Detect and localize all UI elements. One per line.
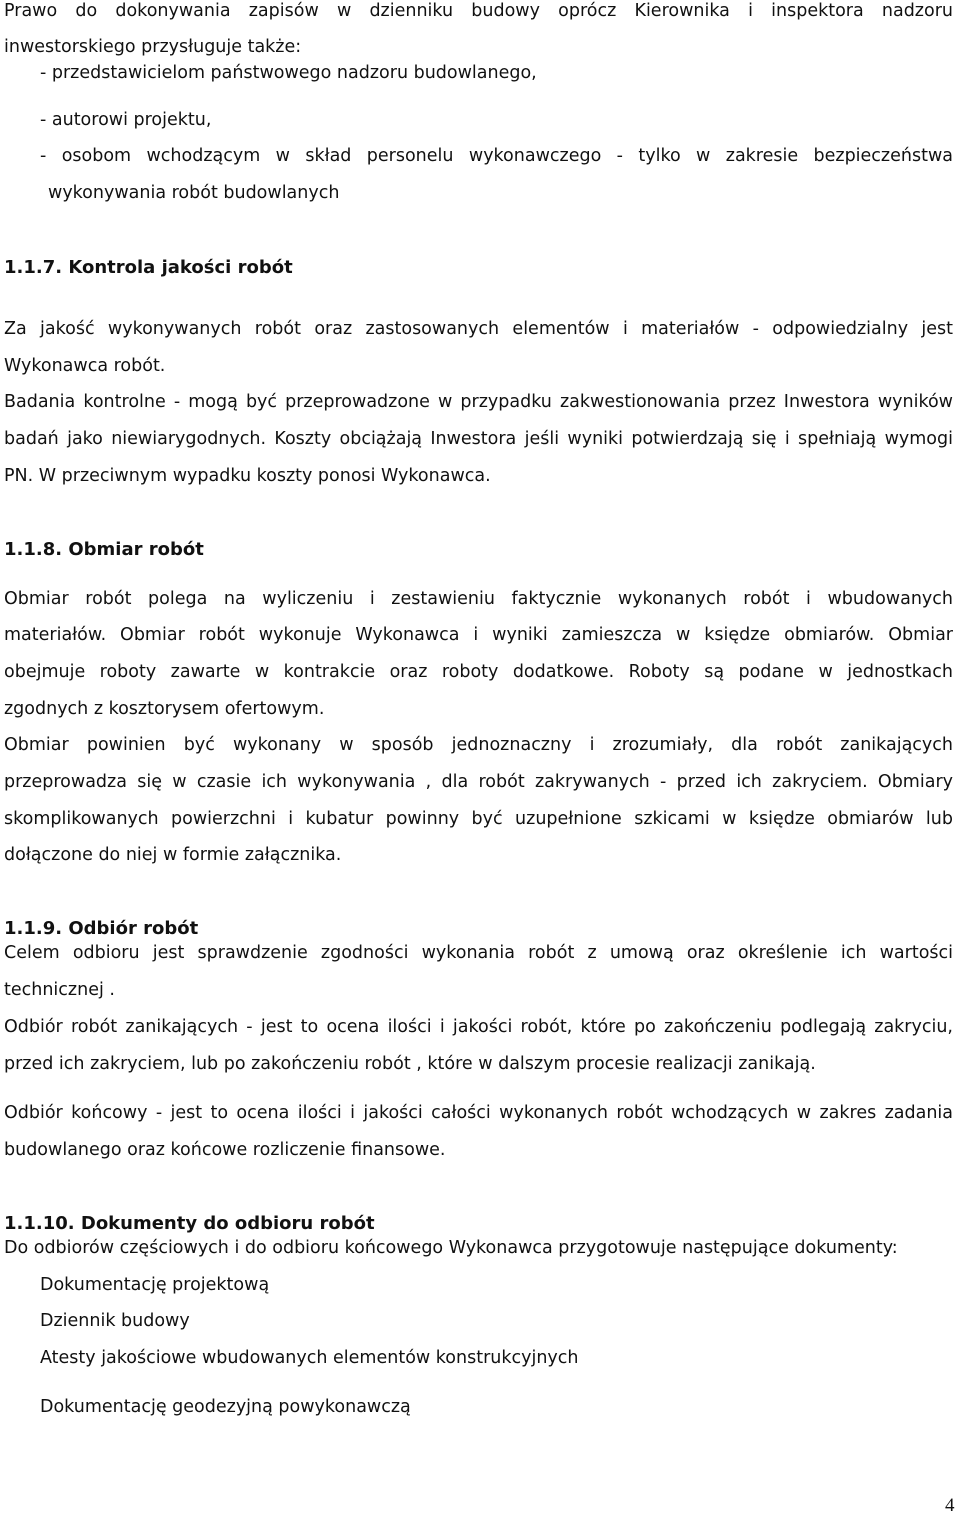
- s117-p2-line-3: PN. W przeciwnym wypadku koszty ponosi Wykonawca.: [4, 466, 491, 486]
- s118-p1-line-2: materiałów. Obmiar robót wykonuje Wykonawca i wyniki zamieszcza w księdze obmiarów. Obmiar: [4, 625, 953, 645]
- intro-line-1: Prawo do dokonywania zapisów w dzienniku budowy oprócz Kierownika i inspektora nadzoru: [4, 1, 953, 21]
- intro-item-2: - autorowi projektu,: [40, 110, 212, 130]
- intro-item-3-line-1: - osobom wchodzącym w skład personelu wykonawczego - tylko w zakresie bezpieczeństwa: [40, 146, 953, 166]
- section-1-1-9-heading: 1.1.9. Odbiór robót: [4, 918, 199, 939]
- s117-p1-line-1: Za jakość wykonywanych robót oraz zastosowanych elementów i materiałów - odpowiedzialny jest: [4, 319, 953, 339]
- section-1-1-7-heading: 1.1.7. Kontrola jakości robót: [4, 257, 293, 278]
- intro-item-3-line-2: wykonywania robót budowlanych: [48, 183, 340, 203]
- s118-p2-line-4: dołączone do niej w formie załącznika.: [4, 845, 342, 865]
- s119-p2-line-2: przed ich zakryciem, lub po zakończeniu robót , które w dalszym procesie realizacji zanikają.: [4, 1054, 816, 1074]
- s119-p2-line-1: Odbiór robót zanikających - jest to ocena ilości i jakości robót, które po zakończeniu podlegają zakryciu,: [4, 1017, 953, 1037]
- s1110-intro: Do odbiorów częściowych i do odbioru końcowego Wykonawca przygotowuje następujące dokumenty:: [4, 1238, 898, 1258]
- s119-p1-line-1: Celem odbioru jest sprawdzenie zgodności wykonania robót z umową oraz określenie ich wartości: [4, 943, 953, 963]
- s118-p1-line-3: obejmuje roboty zawarte w kontrakcie oraz roboty dodatkowe. Roboty są podane w jednostkach: [4, 662, 953, 682]
- section-1-1-8-heading: 1.1.8. Obmiar robót: [4, 539, 204, 560]
- s119-p3-line-1: Odbiór końcowy - jest to ocena ilości i jakości całości wykonanych robót wchodzących w zakres zadania: [4, 1103, 953, 1123]
- s119-p3-line-2: budowlanego oraz końcowe rozliczenie finansowe.: [4, 1140, 446, 1160]
- s118-p2-line-3: skomplikowanych powierzchni i kubatur powinny być uzupełnione szkicami w księdze obmiarów lub: [4, 809, 953, 829]
- list-item: Dokumentację projektową: [40, 1275, 270, 1295]
- s118-p1-line-4: zgodnych z kosztorysem ofertowym.: [4, 699, 325, 719]
- s117-p1-line-2: Wykonawca robót.: [4, 356, 166, 376]
- intro-item-1: - przedstawicielom państwowego nadzoru budowlanego,: [40, 63, 537, 83]
- s118-p2-line-1: Obmiar powinien być wykonany w sposób jednoznaczny i zrozumiały, dla robót zanikających: [4, 735, 953, 755]
- intro-line-2: inwestorskiego przysługuje także:: [4, 37, 302, 57]
- page-number: 4: [945, 1495, 955, 1516]
- s118-p1-line-1: Obmiar robót polega na wyliczeniu i zestawieniu faktycznie wykonanych robót i wbudowanych: [4, 589, 953, 609]
- list-item: Dziennik budowy: [40, 1311, 190, 1331]
- section-1-1-10-heading: 1.1.10. Dokumenty do odbioru robót: [4, 1213, 375, 1234]
- s117-p2-line-2: badań jako niewiarygodnych. Koszty obciążają Inwestora jeśli wyniki potwierdzają się i spełniają wymogi: [4, 429, 953, 449]
- list-item: Dokumentację geodezyjną powykonawczą: [40, 1397, 411, 1417]
- list-item: Atesty jakościowe wbudowanych elementów konstrukcyjnych: [40, 1348, 579, 1368]
- s118-p2-line-2: przeprowadza się w czasie ich wykonywania , dla robót zakrywanych - przed ich zakryciem. Obmiary: [4, 772, 953, 792]
- s117-p2-line-1: Badania kontrolne - mogą być przeprowadzone w przypadku zakwestionowania przez Inwestora wyników: [4, 392, 953, 412]
- s119-p1-line-2: technicznej .: [4, 980, 115, 1000]
